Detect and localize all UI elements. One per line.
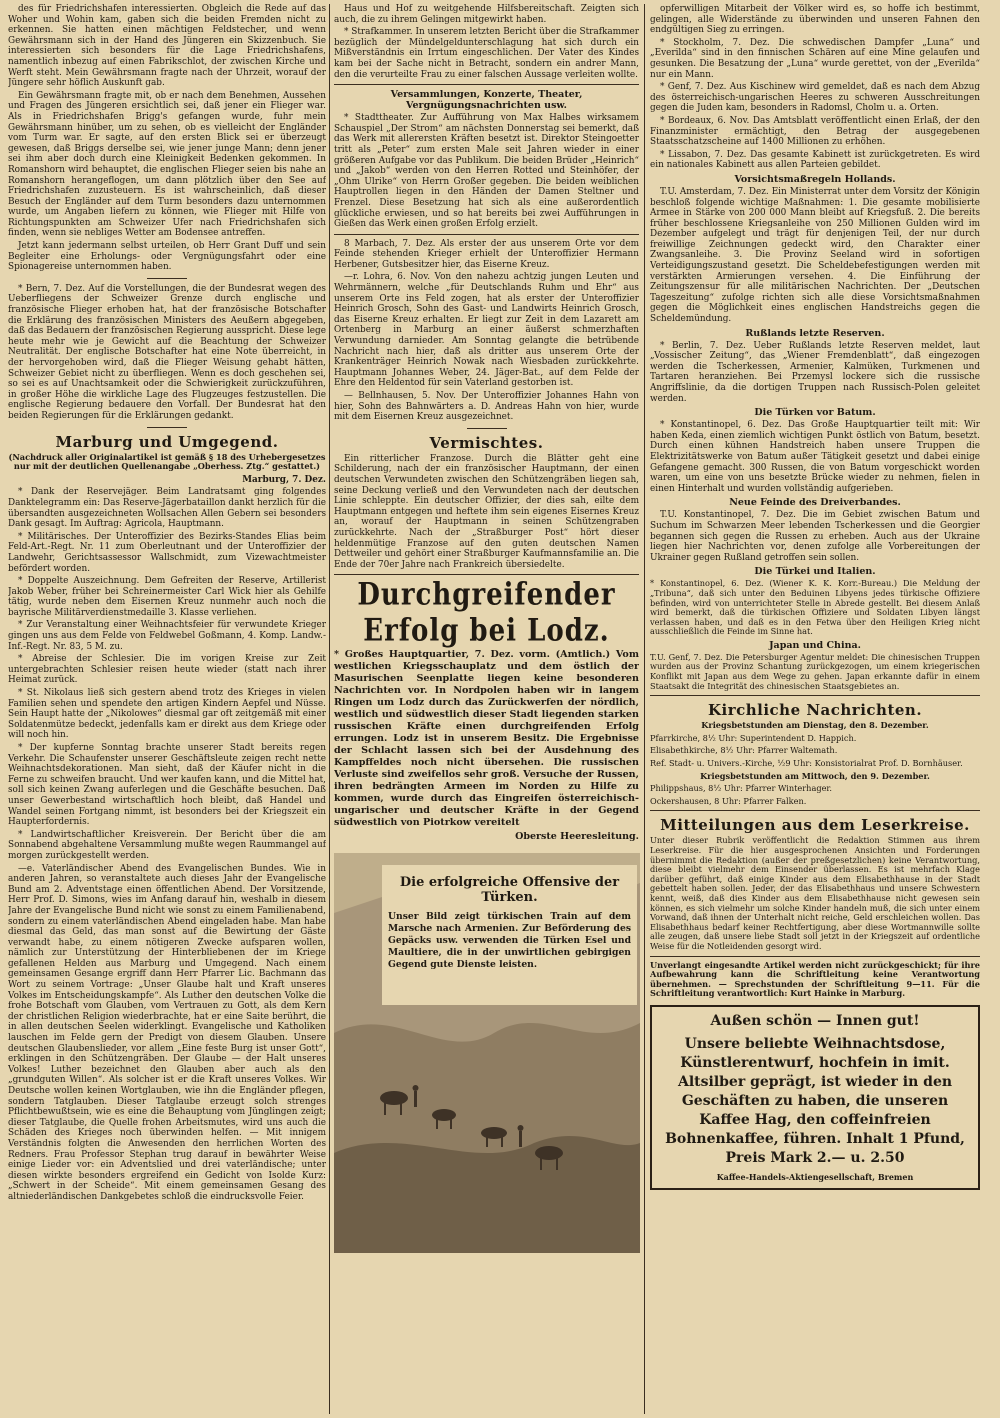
article-paragraph: Haus und Hof zu weitgehende Hilfsbereitschaft. Zeigten sich auch, die zu ihrem Gelingen mitgewirkt haben. [334,4,639,25]
headline: Durchgreifender Erfolg bei Lodz. [357,577,616,650]
column-right [650,4,980,1414]
local-item: * Militärisches. Der Unteroffizier des Bezirks-Standes Elias beim Feld-Art.-Regt. Nr. 11 zum Oberleutnant und der Unteroffizier der Landwehr, Gerichtsassessor Wallschmidt, zum Vizewachtmeister befördert worden. [8,531,326,574]
misc-item: Ein ritterlicher Franzose. Durch die Blätter geht eine Schilderung, nach der ein französischer Hauptmann, der einen deutschen Verwundeten zwischen den Schützengräben liegen sah, seine Deckung verließ und den Verwundeten nach der deutschen Linie schleppte. Ein deutscher Offizier, der dies sah, eilte dem Hauptmann entgegen und heftete ihm sein eigenes Eisernes Kreuz an, worauf der Hauptmann in seinen Schützengraben zurückkehrte. Nach der „Straßburger Post“ hört dieser heldenmütige Franzose auf den guten deutschen Namen Dettweiler und gehört einer Straßburger Kaufmannsfamilie an. Die Ende der 70er Jahre nach Frankreich übersiedelte. [334,453,639,570]
local-item: * Zur Veranstaltung einer Weihnachtsfeier für verwundete Krieger gingen uns aus dem Felde von Feldwebel Goßmann, 4. Komp. Landw.-Inf.-Regt. Nr. 83, 5 M. zu. [8,620,326,652]
russia-heading: Rußlands letzte Reserven. [745,327,885,339]
column-rule-right [644,4,645,1414]
column-rule-left [329,4,330,1414]
misc-section-title: Vermischtes. [429,433,544,452]
separator [147,427,187,428]
local-news-item: — Bellnhausen, 5. Nov. Der Unteroffizier Johannes Hahn von hier, Sohn des Bahnwärters a. D. Andreas Hahn von hier, wurde mit dem Eisernen Kreuz ausgezeichnet. [334,391,639,423]
court-report: * Strafkammer. In unserem letzten Bericht über die Strafkammer bezüglich der Mündelgeldunterschlagung hat sich durch ein Mißverständnis ein Irrtum eingeschlichen. Der Vater des Kindes kam bei der Sache nicht in Betracht, sondern ein andrer Mann, den die verurteilte Frau zu einer falschen Aussage verleiten wollte. [334,27,639,80]
local-item: —e. Vaterländischer Abend des Evangelischen Bundes. Wie in anderen Jahren, so veranstaltete auch dieses Jahr der Evangelische Bund am 2. Adventstage einen öffentlichen Abend. Der Vorsitzende, Herr Prof. D. Simons, wies im Anfang darauf hin, weshalb in diesem Jahre der Evangelische Bund nicht wie sonst zu einem Familienabend, sondern zu einem vaterländischen Abend eingeladen habe. Man habe diesmal das Geld, das man sonst auf die Bewirtung der Gäste verwandt habe, zu einem nötigeren Zwecke aufsparen wollen, nämlich zur Unterstützung der Hinterbliebenen der im Kriege gefallenen Helden aus Marburg und Umgegend. Nach einem gemeinsamen Gesange ergriff dann Herr Pfarrer Lic. Bachmann das Wort zu seinem Vortrage: „Unser Glaube halt und Kraft unseres Volkes im Entscheidungskampfe“. Als Luther den deutschen Volke die frohe Botschaft vom Glauben, vom Vertrauen zu Gott, als dem Kern der christlichen Religion wiederbrachte, hat er eine Saite berührt, die in allen deutschen Seelen widerklingt. Evangelische und Katholiken lauschen im Felde gern der Predigt von diesem Glauben. Unsere deutschen Glaubenslieder, vor allem „Eine feste Burg ist unser Gott“, erklingen in den Schützengräben. Der Glaube — der Halt unseres Volkes! Luther bezeichnet den Glauben aber auch als den „grundguten Willen“. Als solcher ist er die Kraft unseres Volkes. Wir Deutsche wollen keinen Wortglauben, wie ihn die Engländer pflegen, sondern Tatglauben. Dieser Tatglaube erzeugt solch strenges Pflichtbewußtsein, wie es eine die Behauptung vom Jünglingen zeigt; dieser Tatglaube, die Quelle frohen Arbeitsmutes, wird uns auch die Schäden des Krieges noch überwinden helfen. — Mit innigem Verständnis folgten die Anwesenden den herrlichen Worten des Redners. Frau Professor Stephan trug darauf in bewährter Weise einige Lieder vor: ein Adventslied und drei vaterländische; unter diesen wirkte besonders ergreifend ein Gedicht von Isolde Kurz: „Schwert in der Scheide“. Mit einem gemeinsamen Gesang des altniederländischen Dankgebetes schloß die eindrucksvolle Feier. [8,863,326,1202]
church-line: Kriegsbetstunden am Dienstag, den 8. Dezember. [701,720,929,731]
separator [147,278,187,279]
local-item: * Dank der Reservejäger. Beim Landratsamt ging folgendes Danktelegramm ein: Das Reserve-Jägerbataillon dankt herzlich für die übersandten ausgezeichneten Wollsachen Allen Gebern sei besonders Dank gesagt. Im Auftrag: Agricola, Hauptmann. [8,487,326,530]
article-paragraph: Ein Gewährsmann fragte mit, ob er nach dem Benehmen, Aussehen und Fragen des Jüngeren ersichtlich sei, daß jener ein Flieger war. Als in Friedrichshafen Brigg's gefangen wurde, fuhr mein Gewährsmann hinüber, um zu sehen, ob es vielleicht der Engländer vom Turm war. Er sagte, auf den ersten Blick sei er überzeugt gewesen, daß Briggs derselbe sei, wie jener junge Mann; denn jener sei ihm aber doch durch eine Kleinigkeit Bedenken gekommen. In Romanshorn wird behauptet, die englischen Flieger seien bis nahe an Romanshorn herangeflogen, um dann plötzlich über den See auf Friedrichshafen zuzusteuern. Es ist wahrscheinlich, daß dieser Besuch der Engländer auf dem Turm besonders dazu unternommen wurde, um Angaben liefern zu können, wie Flieger mit Hilfe von Richtungspunkten am Schweizer Ufer nach Friedrichshafen sich finden, wenn sie nebliges Wetter am Bodensee antreffen. [8,90,326,239]
local-item: * Abreise der Schlesier. Die im vorigen Kreise zur Zeit untergebrachten Schlesier reisen heute wieder (statt nach ihrer Heimat zurück. [8,654,326,686]
army-dispatch: * Großes Hauptquartier, 7. Dez. vorm. (Amtlich.) Vom westlichen Kriegsschauplatz und dem östlich der Masurischen Seenplatte liegen keine besonderen Nachrichten vor. In Nordpolen haben wir in langem Ringen um Lodz durch das Zurückwerfen der nördlich, westlich und südwestlich dieser Stadt liegenden starken russischen Kräfte einen durchgreifenden Erfolg errungen. Lodz ist in unserem Besitz. Die Ergebnisse der Schlacht lassen sich bei der Ausdehnung des Kampffeldes noch nicht übersehen. Die russischen Verluste sind zweifellos sehr groß. Versuche der Russen, ihren bedrängten Armeen im Norden zu Hilfe zu kommen, wurde durch das Eingreifen österreichisch-ungarischer und deutscher Kräfte in der Gegend südwestlich von Piotrkow vereitelt [334,649,639,829]
theater-notice: * Stadttheater. Zur Aufführung von Max Halbes wirksamem Schauspiel „Der Strom“ am nächsten Donnerstag sei bemerkt, daß das Werk mit allerersten Kräften besetzt ist. Direktor Steingoetter tritt als „Peter“ zum ersten Male seit Jahren wieder in einer größeren Aufgabe vor das Publikum. Die beiden Brüder „Heinrich“ und „Jakob“ werden von den Herren Rotted und Steinhöfer, der „Ohm Ulrike“ von Herrn Großer gegeben. Die beiden weiblichen Hauptrollen liegen in den Händen der Damen Steltner und Frenzel. Diese Besetzung hat sich als eine außerordentlich glückliche erwiesen, und so hat bereits bei zwei Aufführungen in Gießen das Werk einen großen Erfolg erzielt. [334,113,639,230]
local-news-item: 8 Marbach, 7. Dez. Als erster der aus unserem Orte vor dem Feinde stehenden Krieger erhielt der Unteroffizier Hermann Herbener, Gutsbesitzer hier, das Eiserne Kreuz. [334,238,639,270]
column-middle [334,4,639,849]
ad-headline: Außen schön — Innen gut! [710,1012,920,1029]
photo-caption [382,865,637,1005]
local-item: * St. Nikolaus ließ sich gestern abend trotz des Krieges in vielen Familien sehen und spendete den artigen Kindern Aepfel und Nüsse. Sein Haupt hatte der „Nikolowes“ diesmal gar oft zeitgemäß mit einer Soldatenmütze bedeckt, jedenfalls kam er direkt aus dem Kriege oder will noch hin. [8,688,326,741]
holland-report: T.U. Amsterdam, 7. Dez. Ein Ministerrat unter dem Vorsitz der Königin beschloß folgende wichtige Maßnahmen: 1. Die gesamte mobilisierte Armee in Stärke von 200 000 Mann bleibt auf Kriegsfuß. 2. Die bereits früher beschlossene Kriegsanleihe von 250 Millionen Gulden wird im Dezember aufgelegt und trägt für denjenigen Teil, der nur durch freiwillige Zeichnungen gedeckt wird, den Charakter einer Zwangsanleihe. 3. Die Provinz Seeland wird in sofortigen Verteidigungszustand gesetzt. Die Scheldebefestigungen werden mit verstärkten Armierungen versehen. 4. Die Einführung der Zeitungszensur für alle militärischen Nachrichten. Der „Deutschen Tageszeitung“ zufolge richten sich alle diese Vorsichtsmaßnahmen gegen die Möglichkeit eines englischen Handstreichs gegen die Scheldemündung. [650,186,980,325]
coffee-advertisement [650,1005,980,1190]
ad-company: Kaffee-Handels-Aktiengesellschaft, Bremen [716,1171,914,1182]
japan-heading: Japan und China. [769,639,861,651]
article-paragraph: Jetzt kann jedermann selbst urteilen, ob Herr Grant Duff und sein Begleiter eine Erholungs- oder Vergnügungsfahrt oder eine Spionagereise unternommen haben. [8,241,326,273]
article-paragraph: des für Friedrichshafen interessierten. Obgleich die Rede auf das Woher und Wohin kam, gaben sich die beiden Fremden nicht zu erkennen. Sie hatten einen mächtigen Feldstecher, und wenn Gewährsmann sich in der Hand des Jüngeren ein Skizzenbuch. Sie interessierten sich besonders für die Lage Friedrichshafens, namentlich inbezug auf einen Fabrikschlot, der zwischen Kirche und Werft steht. Mein Gewährsmann fragte nach der Uhrzeit, worauf der Jüngere sehr höflich Auskunft gab. [8,4,326,89]
church-line: Kriegsbetstunden am Mittwoch, den 9. Dezember. [700,770,930,781]
church-line: Pfarrkirche, 8½ Uhr: Superintendent D. Happich. [650,732,857,743]
marburg-dateline: Marburg, 7. Dez. [242,474,326,485]
italy-report: * Konstantinopel, 6. Dez. (Wiener K. K. Korr.-Bureau.) Die Meldung der „Tribuna“, daß sich unter den Beduinen Libyens jedes türkische Offiziere befinden, wird von unterrichteter Stelle in Abrede gestellt. Bei diesem Anlaß wird bemerkt, daß die türkischen Offiziere und Soldaten Libyen längst verlassen haben, und daß es in den Fetwa über den Heiligen Krieg nicht ausschließlich die Feinde im Sinne hat. [650,578,980,637]
church-line: Ref. Stadt- u. Univers.-Kirche, ½9 Uhr: Konsistorialrat Prof. D. Bornhäuser. [650,758,963,769]
separator [334,574,639,575]
caption-title: Die erfolgreiche Offensive der Türken. [399,875,620,905]
separator [650,695,980,696]
news-item: * Genf, 7. Dez. Aus Kischinew wird gemeldet, daß es nach dem Abzug des österreichisch-ungarischen Heeres zu schweren Ausschreitungen gegen die Juden kam, besonders in Radomsl, Cholm u. a. Orten. [650,82,980,114]
news-item: opferwilligen Mitarbeit der Völker wird es, so hoffe ich bestimmt, gelingen, alle Widerstände zu überwinden und unseren Fahnen den endgültigen Sieg zu erringen. [650,4,980,36]
separator [334,234,639,235]
batum-heading: Die Türken vor Batum. [754,407,876,419]
separator [334,84,639,85]
dispatch-signature: Oberste Heeresleitung. [515,831,639,843]
enemies-report: T.U. Konstantinopel, 7. Dez. Die im Gebiet zwischen Batum und Suchum im Schwarzen Meer lebenden Tscherkessen und die Georgier begannen sich gegen die Russen zu erheben. Auch aus der Ukraine liegen hier Nachrichten vor, denen zufolge alle Vorbereitungen der Ukrainer gegen Rußland getroffen sein sollen. [650,510,980,563]
holland-heading: Vorsichtsmaßregeln Hollands. [734,173,896,185]
church-news-title: Kirchliche Nachrichten. [707,701,923,720]
readers-section-title: Mitteilungen aus dem Leserkreise. [660,816,970,835]
separator [650,956,980,957]
italy-heading: Die Türkei und Italien. [754,566,876,578]
separator [650,810,980,811]
local-item: * Doppelte Auszeichnung. Dem Gefreiten der Reserve, Artillerist Jakob Weber, früher bei Schreinermeister Carl Wick hier als Gehilfe tätig, wurde neben dem Eisernen Kreuz nunmehr auch noch die bayrische Militärverdienstmedaille 3. Klasse verliehen. [8,576,326,618]
ad-body: Unsere beliebte Weihnachtsdose, Künstlerentwurf, hochfein in imit. Altsilber geprägt, ist wieder in den Geschäften zu haben, die unseren Kaffee Hag, den coffeinfreien Bohnenkaffee, führen. Inhalt 1 Pfund, Preis Mark 2.— u. 2.50 [665,1035,965,1166]
reprint-notice: (Nachdruck aller Originalartikel ist gemäß § 18 des Urhebergesetzes nur mit der deutlichen Quellenangabe „Oberhess. Ztg.“ gestattet.) [8,451,326,472]
russia-report: * Berlin, 7. Dez. Ueber Rußlands letzte Reserven meldet, laut „Vossischer Zeitung“, das „Wiener Fremdenblatt“, daß eingezogen werden die Tscherkessen, Armenier, Kalmüken, Turkmenen und Tartaren heranziehen. Bei Przemysl lockere sich die russische Angriffslinie, da die dortigen Truppen nach Russisch-Polen geleitet werden. [650,340,980,404]
news-item: * Bordeaux, 6. Nov. Das Amtsblatt veröffentlicht einen Erlaß, der den Finanzminister ermächtigt, den Betrag der ausgegebenen Staatsschatzscheine auf 1400 Millionen zu erhöhen. [650,115,980,148]
caption-text: Unser Bild zeigt türkischen Train auf dem Marsche nach Armenien. Zur Beförderung des Gepäcks usw. verwenden die Türken Esel und Maultiere, die in der unwirtlichen gebirgigen Gegend gute Dienste leisten. [388,911,631,970]
news-item: * Stockholm, 7. Dez. Die schwedischen Dampfer „Luna“ und „Everilda“ sind in den finnischen Schären auf eine Mine gelaufen und gesunken. Die Besatzung der „Luna“ wurde gerettet, von der „Everilda“ nur ein Mann. [650,37,980,80]
enemies-heading: Neue Feinde des Dreiverbandes. [729,497,901,509]
events-heading: Versammlungen, Konzerte, Theater, Vergnügungsnachrichten usw. [390,89,583,112]
church-line: Elisabethkirche, 8½ Uhr: Pfarrer Waltemath. [650,745,838,756]
readers-letter: Unter dieser Rubrik veröffentlicht die Redaktion Stimmen aus ihrem Leserkreise. Für die hier ausgesprochenen Ansichten und Forderungen übernimmt die Redaktion (außer der preßgesetzlichen) keine Verantwortung, diese bleibt vielmehr dem Einsender überlassen. Es ist mehrfach Klage darüber geführt, daß einige Kinder aus dem Elisabethhause in der Stadt gebettelt haben sollen. Jeder, der das Elisabethhaus und unsere Schwestern kennt, weiß, daß dies Kinder aus dem Elisabethhause nicht gewesen sein können, es sich vielmehr um solche Kinder handeln muß, die sich unter einem Vorwand, daß ihnen der Unterhalt nicht reiche, Geld erschleichen wollen. Das Elisabethhaus bedarf keiner Rechtfertigung, aber diese Wortmannwille sollte alle zeugen, daß unsere liebe Stadt soll jetzt in der Kriegszeit auf ordentliche Weise für die Notleidenden gesorgt wird. [650,835,980,951]
news-item: * Lissabon, 7. Dez. Das gesamte Kabinett ist zurückgetreten. Es wird ein nationales Kabinett aus allen Parteien gebildet. [650,149,980,171]
marburg-section-title: Marburg und Umgegend. [55,432,279,451]
church-line: Philippshaus, 8½ Uhr: Pfarrer Winterhager. [650,783,833,794]
local-news-item: —r. Lohra, 6. Nov. Von den nahezu achtzig jungen Leuten und Wehrmännern, welche „für Deutschlands Ruhm und Ehr“ aus unserem Orte ins Feld zogen, hat als erster der Unteroffizier Heinrich Grosch, Sohn des Gast- und Landwirts Heinrich Grosch, das Eiserne Kreuz erhalten. Er liegt zur Zeit in dem Lazarett am Ortenberg in Marburg an einer äußerst schmerzhaften Verwundung darnieder. Am Sonntag gelangte die betrübende Nachricht nach hier, daß als dritter aus unserem Orte der Krankenträger Heinrich Nowak nach Wiesbaden zurückkehrte. Hauptmann Johannes Weber, 24. Jäger-Bat., auf dem Felde der Ehre den Heldentod für sein Vaterland gestorben ist. [334,272,639,389]
editorial-notice: Unverlangt eingesandte Artikel werden nicht zurückgeschickt; für ihre Aufbewahrung kann die Schriftleitung keine Verantwortung übernehmen. — Sprechstunden der Schriftleitung 9—11. Für die Schriftleitung verantwortlich: Kurt Hainke in Marburg. [650,959,980,999]
japan-report: T.U. Genf, 7. Dez. Die Petersburger Agentur meldet: Die chinesischen Truppen wurden aus der Provinz Schantung zurückgezogen, um einem kriegerischen Konflikt mit Japan aus dem Wege zu gehen. Japan erkannte dafür in einem Staatsakt die Integrität des chinesischen Staatsgebietes an. [650,651,980,691]
bern-report: * Bern, 7. Dez. Auf die Vorstellungen, die der Bundesrat wegen des Ueberfliegens der Schweizer Grenze durch englische und französische Flieger erhoben hat, hat der französische Botschafter die Erklärung des französischen Ministers des Aeußern abgegeben, daß das Bedauern der französischen Regierung ausspricht. Diese lege heute mehr wie je Gewicht auf die Beachtung der Schweizer Neutralität. Der englische Botschafter hat eine Note überreicht, in der hervorgehoben wird, daß die Flieger Weisung gehabt hätten, Schweizer Gebiet nicht zu überfliegen. Wenn es doch geschehen sei, so sei es auf Unachtsamkeit oder die Schwierigkeit zurückzuführen, in großer Höhe die wirkliche Lage des Flugzeuges festzustellen. Die englische Regierung bedauere den Vorfall. Der Bundesrat hat den beiden Regierungen für die Erklärungen gedankt. [8,283,326,421]
column-left [8,4,326,1414]
separator [467,428,507,429]
church-line: Ockershausen, 8 Uhr: Pfarrer Falken. [650,795,807,806]
local-item: * Der kupferne Sonntag brachte unserer Stadt bereits regen Verkehr. Die Schaufenster unserer Geschäftsleute zeigen recht nette Weihnachtsdekorationen. Man sieht, daß der Käufer nicht in die Ferne zu schweifen braucht. Und wer kaufen kann, und die Mittel hat, soll sich keinen Zwang auferlegen und die Geschäfte besuchen. Daß unser Gewerbestand wirtschaftlich hoch bleibt, daß Handel und Wandel seinen Fortgang nimmt, ist besonders bei der Kriegszeit ein Haupterfordernis. [8,743,326,828]
local-item: * Landwirtschaftlicher Kreisverein. Der Bericht über die am Sonnabend abgehaltene Versammlung mußte wegen Raummangel auf morgen zurückgestellt werden. [8,829,326,861]
batum-report: * Konstantinopel, 6. Dez. Das Große Hauptquartier teilt mit: Wir haben Keda, einen ziemlich wichtigen Punkt östlich von Batum, besetzt. Durch einen kühnen Handstreich haben unsere Truppen die Elektrizitätswerke von Batum außer Tätigkeit gesetzt und dabei einige Gefangene gemacht. 300 Russen, die von Batum vorgeschickt worden waren, um eine von uns besetzte Brücke wieder zu nehmen, fielen in einen Hinterhalt und wurden vollständig aufgerieben. [650,420,980,494]
